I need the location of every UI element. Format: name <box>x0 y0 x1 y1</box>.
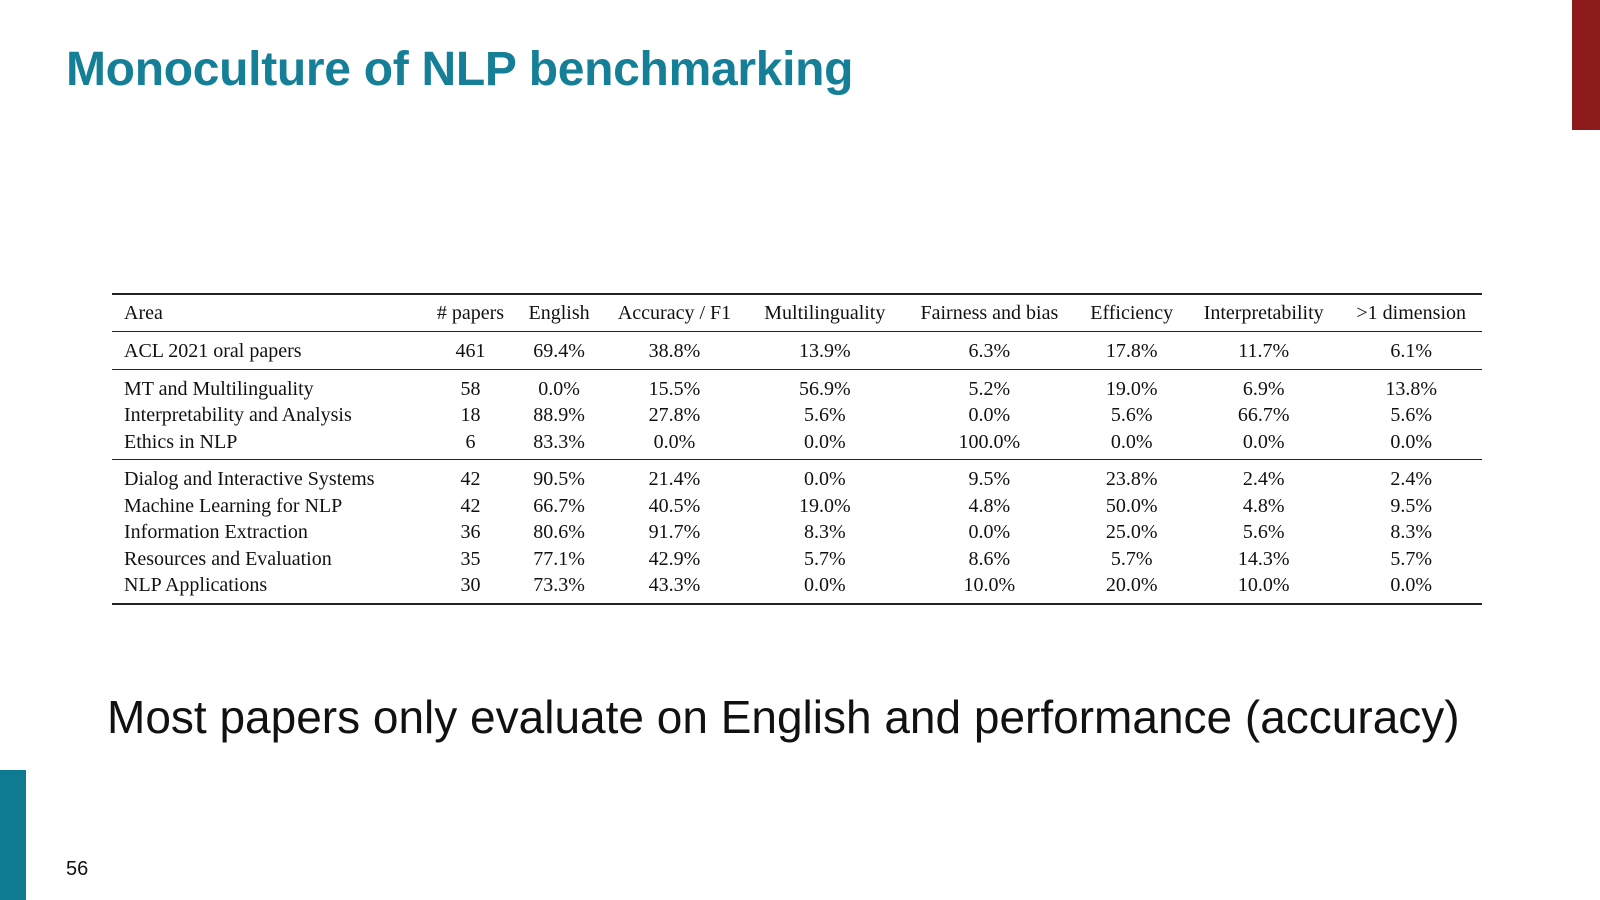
table-cell-efficiency: 17.8% <box>1105 340 1158 362</box>
table-cell-multi-dimension: 6.1% <box>1390 340 1433 362</box>
table-cell-area: ACL 2021 oral papers <box>124 340 302 362</box>
table-cell-accuracy-f1: 0.0% <box>653 430 696 453</box>
table-cell-multilinguality: 5.7% <box>803 547 846 570</box>
table-cell-multilinguality: 19.0% <box>798 494 851 517</box>
benchmark-table <box>112 293 1482 605</box>
table-cell-efficiency: 23.8% <box>1105 468 1158 490</box>
accent-bar-bottom-left <box>0 770 26 900</box>
table-cell-accuracy-f1: 15.5% <box>648 377 701 400</box>
table-cell-english: 77.1% <box>533 547 585 570</box>
table-cell-area: Resources and Evaluation <box>124 547 332 570</box>
table-cell-multi-dimension: 13.8% <box>1385 377 1438 400</box>
table-cell-multi-dimension: 5.6% <box>1390 404 1433 426</box>
table-cell-area: MT and Multilinguality <box>124 377 314 400</box>
table-cell-area: NLP Applications <box>124 574 268 596</box>
table-cell-english: 83.3% <box>533 430 585 453</box>
table-cell-multilinguality: 13.9% <box>798 340 851 362</box>
table-cell-papers: 58 <box>460 377 481 400</box>
table-cell-interpretability: 66.7% <box>1237 404 1290 426</box>
column-header-papers: # papers <box>436 301 505 324</box>
table-cell-papers: 18 <box>460 404 481 426</box>
table-cell-multi-dimension: 0.0% <box>1390 574 1433 596</box>
table-cell-accuracy-f1: 27.8% <box>648 404 701 426</box>
table-row-group <box>112 369 1482 460</box>
column-header-multilinguality: Multilinguality <box>764 301 886 324</box>
table-cell-multilinguality: 5.6% <box>803 404 846 426</box>
table-row <box>112 429 1482 460</box>
table-cell-english: 69.4% <box>533 340 585 362</box>
table-row-group <box>112 332 1482 370</box>
table-cell-english: 90.5% <box>533 468 585 490</box>
table-row <box>112 332 1482 370</box>
table-cell-area: Interpretability and Analysis <box>124 404 352 426</box>
column-header-accuracy-f1: Accuracy / F1 <box>617 301 732 324</box>
table-cell-efficiency: 19.0% <box>1105 377 1158 400</box>
table-cell-multilinguality: 0.0% <box>803 468 846 490</box>
table-cell-english: 73.3% <box>533 574 585 596</box>
table-row-group <box>112 460 1482 604</box>
column-header-area: Area <box>124 301 163 324</box>
table-cell-accuracy-f1: 40.5% <box>648 494 701 517</box>
table-row <box>112 572 1482 604</box>
table-cell-fairness-bias: 9.5% <box>968 468 1011 490</box>
table-cell-area: Machine Learning for NLP <box>124 494 343 517</box>
table-cell-papers: 30 <box>460 574 481 596</box>
table-cell-multi-dimension: 5.7% <box>1390 547 1433 570</box>
table-cell-fairness-bias: 6.3% <box>968 340 1011 362</box>
column-header-multi-dimension: >1 dimension <box>1356 301 1467 324</box>
column-header-english: English <box>528 301 590 324</box>
table-cell-multilinguality: 56.9% <box>798 377 851 400</box>
table-cell-english: 66.7% <box>533 494 585 517</box>
table-row <box>112 546 1482 573</box>
table-cell-multi-dimension: 9.5% <box>1390 494 1433 517</box>
header-row <box>112 294 1482 332</box>
table-cell-multi-dimension: 2.4% <box>1390 468 1433 490</box>
table-row <box>112 519 1482 546</box>
table-row <box>112 402 1482 429</box>
table-cell-multilinguality: 8.3% <box>803 521 846 543</box>
table-cell-papers: 35 <box>460 547 481 570</box>
accent-bar-top-right <box>1572 0 1600 130</box>
table-cell-papers: 36 <box>460 521 481 543</box>
table-cell-papers: 6 <box>465 430 476 453</box>
table-cell-interpretability: 14.3% <box>1237 547 1290 570</box>
table-cell-interpretability: 4.8% <box>1242 494 1285 517</box>
table-cell-accuracy-f1: 38.8% <box>648 340 701 362</box>
table-cell-multi-dimension: 0.0% <box>1390 430 1433 453</box>
table-cell-accuracy-f1: 43.3% <box>648 574 701 596</box>
table-cell-accuracy-f1: 42.9% <box>648 547 701 570</box>
table-cell-accuracy-f1: 91.7% <box>648 521 701 543</box>
slide-caption: Most papers only evaluate on English and performance (accuracy) <box>107 691 1460 743</box>
table-cell-fairness-bias: 0.0% <box>968 521 1011 543</box>
table-cell-multilinguality: 0.0% <box>803 430 846 453</box>
table-cell-papers: 42 <box>460 494 481 517</box>
table-row <box>112 460 1482 493</box>
table-header <box>112 294 1482 332</box>
table-cell-english: 80.6% <box>533 521 585 543</box>
table-cell-accuracy-f1: 21.4% <box>648 468 701 490</box>
table-cell-interpretability: 0.0% <box>1242 430 1285 453</box>
slide-title: Monoculture of NLP benchmarking <box>66 43 854 96</box>
table-cell-efficiency: 25.0% <box>1105 521 1158 543</box>
table-row <box>112 369 1482 402</box>
table-cell-english: 0.0% <box>538 377 580 400</box>
table-cell-interpretability: 10.0% <box>1237 574 1290 596</box>
table-cell-efficiency: 5.6% <box>1110 404 1153 426</box>
table-cell-area: Information Extraction <box>124 521 308 543</box>
table-cell-area: Ethics in NLP <box>124 430 238 453</box>
table-cell-interpretability: 5.6% <box>1242 521 1285 543</box>
table-cell-fairness-bias: 5.2% <box>968 377 1011 400</box>
column-header-interpretability: Interpretability <box>1203 301 1324 324</box>
table-cell-efficiency: 0.0% <box>1110 430 1153 453</box>
table-cell-efficiency: 5.7% <box>1110 547 1153 570</box>
table-cell-fairness-bias: 8.6% <box>968 547 1011 570</box>
benchmark-table-container <box>112 293 1482 605</box>
table-cell-fairness-bias: 100.0% <box>958 430 1021 453</box>
table-cell-efficiency: 20.0% <box>1105 574 1158 596</box>
table-cell-area: Dialog and Interactive Systems <box>124 468 375 490</box>
table-cell-english: 88.9% <box>533 404 585 426</box>
table-cell-papers: 461 <box>455 340 486 362</box>
column-header-fairness-bias: Fairness and bias <box>920 301 1059 324</box>
table-cell-interpretability: 6.9% <box>1242 377 1285 400</box>
column-header-efficiency: Efficiency <box>1090 301 1174 324</box>
page-number: 56 <box>66 858 89 880</box>
table-cell-fairness-bias: 4.8% <box>968 494 1011 517</box>
table-cell-fairness-bias: 0.0% <box>968 404 1011 426</box>
table-cell-interpretability: 11.7% <box>1238 340 1290 362</box>
table-cell-interpretability: 2.4% <box>1242 468 1285 490</box>
table-cell-fairness-bias: 10.0% <box>963 574 1016 596</box>
table-cell-multi-dimension: 8.3% <box>1390 521 1433 543</box>
table-row <box>112 493 1482 520</box>
table-cell-multilinguality: 0.0% <box>803 574 846 596</box>
table-cell-efficiency: 50.0% <box>1105 494 1158 517</box>
table-cell-papers: 42 <box>460 468 481 490</box>
